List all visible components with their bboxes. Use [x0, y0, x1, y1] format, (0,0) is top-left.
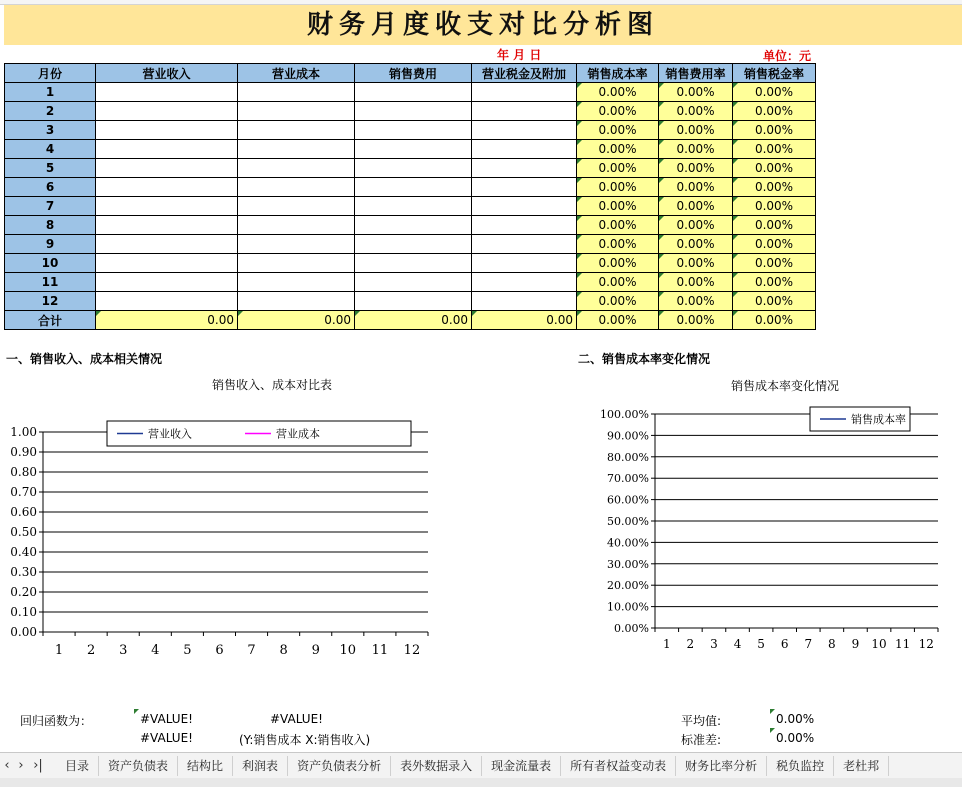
ratio-cell[interactable]: 0.00%: [733, 292, 816, 311]
ratio-cell[interactable]: 0.00%: [577, 83, 659, 102]
stddev-label: 标准差:: [681, 733, 722, 747]
ratio-cell[interactable]: 0.00%: [577, 216, 659, 235]
sheet-tab[interactable]: 老杜邦: [834, 756, 889, 776]
input-cell[interactable]: [238, 235, 355, 254]
total-ratio-cell[interactable]: 0.00%: [659, 311, 733, 330]
y-tick-label: 0.50: [10, 525, 37, 539]
input-cell[interactable]: [238, 197, 355, 216]
scroll-last-icon[interactable]: ›|: [33, 758, 43, 773]
ratio-cell[interactable]: 0.00%: [577, 254, 659, 273]
input-cell[interactable]: [355, 197, 472, 216]
table-row: [5, 159, 816, 178]
column-header[interactable]: 销售成本率: [577, 64, 659, 83]
input-cell[interactable]: [472, 102, 577, 121]
y-tick-label: 50.00%: [607, 515, 649, 528]
input-cell[interactable]: [238, 159, 355, 178]
ratio-cell[interactable]: 0.00%: [577, 197, 659, 216]
input-cell[interactable]: [472, 197, 577, 216]
x-tick-label: 2: [86, 643, 96, 658]
table-row: [5, 292, 816, 311]
table-row: [5, 235, 816, 254]
sheet-tab[interactable]: 利润表: [233, 756, 288, 776]
input-cell[interactable]: [96, 140, 238, 159]
input-cell[interactable]: [238, 140, 355, 159]
input-cell[interactable]: [96, 292, 238, 311]
ratio-cell[interactable]: 0.00%: [733, 178, 816, 197]
y-tick-label: 0.80: [10, 465, 37, 479]
scroll-left-icon[interactable]: ‹: [4, 758, 10, 773]
ratio-cell[interactable]: 0.00%: [659, 102, 733, 121]
input-cell[interactable]: [96, 197, 238, 216]
x-tick-label: 9: [851, 637, 860, 651]
average-label: 平均值:: [681, 714, 722, 728]
status-strip: [0, 778, 962, 787]
x-tick-label: 4: [733, 637, 742, 651]
section-2-heading: 二、销售成本率变化情况: [578, 352, 711, 366]
y-tick-label: 1.00: [10, 425, 37, 439]
input-cell[interactable]: [472, 178, 577, 197]
y-tick-label: 10.00%: [607, 600, 649, 614]
input-cell[interactable]: [355, 292, 472, 311]
input-cell[interactable]: [355, 140, 472, 159]
ratio-cell[interactable]: 0.00%: [659, 216, 733, 235]
table-row: [5, 121, 816, 140]
input-cell[interactable]: [96, 178, 238, 197]
input-cell[interactable]: [96, 83, 238, 102]
input-cell[interactable]: [96, 121, 238, 140]
month-cell[interactable]: 2: [5, 102, 96, 121]
x-tick-label: 4: [151, 643, 160, 658]
total-ratio-cell[interactable]: 0.00%: [733, 311, 816, 330]
sheet-tab[interactable]: 财务比率分析: [676, 756, 767, 776]
column-header[interactable]: 营业税金及附加: [472, 64, 577, 83]
ratio-cell[interactable]: 0.00%: [659, 140, 733, 159]
column-header[interactable]: 销售税金率: [733, 64, 816, 83]
ratio-cell[interactable]: 0.00%: [733, 197, 816, 216]
input-cell[interactable]: [355, 235, 472, 254]
x-tick-label: 1: [54, 643, 64, 658]
table-row: [5, 102, 816, 121]
sheet-tab[interactable]: 现金流量表: [482, 756, 561, 776]
ratio-cell[interactable]: 0.00%: [577, 292, 659, 311]
ratio-cell[interactable]: 0.00%: [577, 140, 659, 159]
table-row: [5, 216, 816, 235]
chart1-title: 销售收入、成本对比表: [212, 378, 333, 392]
total-row: [5, 311, 816, 330]
x-tick-label: 2: [686, 637, 695, 651]
input-cell[interactable]: [472, 83, 577, 102]
sheet-tab[interactable]: 税负监控: [767, 756, 834, 776]
x-tick-label: 10: [871, 637, 887, 651]
sheet-tab[interactable]: 结构比: [178, 756, 233, 776]
regression-axis-note: (Y:销售成本 X:销售收入): [239, 733, 371, 747]
input-cell[interactable]: [238, 121, 355, 140]
sheet-tab-bar: [0, 752, 962, 778]
ratio-cell[interactable]: 0.00%: [659, 121, 733, 140]
y-tick-label: 90.00%: [607, 429, 649, 443]
sheet-tab[interactable]: 资产负债表: [99, 756, 178, 776]
y-tick-label: 0.30: [10, 565, 37, 579]
x-tick-label: 10: [339, 643, 357, 658]
input-cell[interactable]: [355, 83, 472, 102]
input-cell[interactable]: [472, 159, 577, 178]
input-cell[interactable]: [238, 83, 355, 102]
ratio-cell[interactable]: 0.00%: [577, 159, 659, 178]
month-cell[interactable]: 11: [5, 273, 96, 292]
ratio-cell[interactable]: 0.00%: [733, 216, 816, 235]
month-cell[interactable]: 7: [5, 197, 96, 216]
total-cell[interactable]: 0.00: [96, 311, 238, 330]
input-cell[interactable]: [472, 292, 577, 311]
table-row: [5, 254, 816, 273]
x-tick-label: 9: [311, 643, 320, 658]
input-cell[interactable]: [472, 140, 577, 159]
x-tick-label: 12: [403, 643, 421, 658]
input-cell[interactable]: [96, 159, 238, 178]
month-cell[interactable]: 8: [5, 216, 96, 235]
ratio-cell[interactable]: 0.00%: [733, 235, 816, 254]
input-cell[interactable]: [355, 273, 472, 292]
input-cell[interactable]: [238, 254, 355, 273]
scroll-right-icon[interactable]: ›: [18, 758, 24, 773]
y-tick-label: 100.00%: [600, 408, 649, 421]
total-cell[interactable]: 0.00: [238, 311, 355, 330]
ratio-cell[interactable]: 0.00%: [577, 178, 659, 197]
column-header[interactable]: 营业成本: [238, 64, 355, 83]
month-cell[interactable]: 3: [5, 121, 96, 140]
x-tick-label: 3: [119, 643, 128, 658]
month-cell[interactable]: 6: [5, 178, 96, 197]
y-tick-label: 0.60: [10, 505, 37, 519]
section-1-heading: 一、销售收入、成本相关情况: [6, 352, 163, 366]
date-label: 年 月 日: [497, 48, 542, 62]
column-header[interactable]: 销售费用: [355, 64, 472, 83]
x-tick-label: 6: [215, 643, 224, 658]
month-cell[interactable]: 1: [5, 83, 96, 102]
legend-label: 营业收入: [148, 427, 192, 441]
total-label[interactable]: 合计: [5, 311, 96, 330]
ratio-cell[interactable]: 0.00%: [577, 235, 659, 254]
input-cell[interactable]: [96, 254, 238, 273]
y-tick-label: 60.00%: [607, 493, 649, 507]
input-cell[interactable]: [355, 102, 472, 121]
sheet-tab[interactable]: 资产负债表分析: [288, 756, 391, 776]
table-row: [5, 178, 816, 197]
input-cell[interactable]: [472, 235, 577, 254]
chart2-title: 销售成本率变化情况: [731, 379, 840, 393]
x-tick-label: 8: [828, 637, 836, 651]
month-cell[interactable]: 10: [5, 254, 96, 273]
input-cell[interactable]: [96, 235, 238, 254]
x-tick-label: 1: [662, 637, 671, 651]
y-tick-label: 0.90: [10, 445, 37, 459]
cost-rate-chart[interactable]: [580, 400, 962, 655]
input-cell[interactable]: [472, 216, 577, 235]
ratio-cell[interactable]: 0.00%: [733, 140, 816, 159]
x-tick-label: 11: [371, 643, 389, 658]
table-row: [5, 273, 816, 292]
input-cell[interactable]: [355, 254, 472, 273]
ratio-cell[interactable]: 0.00%: [577, 121, 659, 140]
input-cell[interactable]: [96, 216, 238, 235]
y-tick-label: 40.00%: [607, 536, 649, 550]
x-tick-label: 12: [918, 637, 934, 651]
ratio-cell[interactable]: 0.00%: [733, 273, 816, 292]
table-row: [5, 83, 816, 102]
y-tick-label: 30.00%: [607, 557, 649, 571]
input-cell[interactable]: [355, 178, 472, 197]
input-cell[interactable]: [355, 159, 472, 178]
ratio-cell[interactable]: 0.00%: [659, 292, 733, 311]
ratio-cell[interactable]: 0.00%: [577, 273, 659, 292]
month-cell[interactable]: 12: [5, 292, 96, 311]
legend-label: 营业成本: [276, 427, 320, 441]
ratio-cell[interactable]: 0.00%: [733, 121, 816, 140]
revenue-cost-chart[interactable]: [0, 400, 440, 665]
input-cell[interactable]: [96, 102, 238, 121]
y-tick-label: 80.00%: [607, 450, 649, 464]
ratio-cell[interactable]: 0.00%: [659, 197, 733, 216]
ratio-cell[interactable]: 0.00%: [659, 235, 733, 254]
input-cell[interactable]: [472, 121, 577, 140]
x-tick-label: 7: [247, 643, 256, 658]
input-cell[interactable]: [238, 273, 355, 292]
ratio-cell[interactable]: 0.00%: [659, 178, 733, 197]
month-cell[interactable]: 5: [5, 159, 96, 178]
table-row: [5, 140, 816, 159]
ratio-cell[interactable]: 0.00%: [659, 159, 733, 178]
ratio-cell[interactable]: 0.00%: [733, 102, 816, 121]
regression-value-3[interactable]: #VALUE!: [140, 731, 193, 745]
table-row: [5, 197, 816, 216]
legend-label: 销售成本率: [851, 413, 906, 426]
month-cell[interactable]: 9: [5, 235, 96, 254]
x-tick-label: 11: [894, 637, 911, 651]
y-tick-label: 0.40: [10, 545, 37, 559]
regression-value-2[interactable]: #VALUE!: [270, 712, 323, 726]
x-tick-label: 3: [710, 637, 718, 651]
regression-value-1[interactable]: #VALUE!: [140, 712, 193, 726]
input-cell[interactable]: [238, 292, 355, 311]
unit-label: 单位：元: [763, 49, 812, 63]
y-tick-label: 0.10: [10, 605, 37, 619]
input-cell[interactable]: [238, 102, 355, 121]
regression-label: 回归函数为：: [20, 714, 93, 728]
input-cell[interactable]: [238, 178, 355, 197]
total-ratio-cell[interactable]: 0.00%: [577, 311, 659, 330]
sheet-tab[interactable]: 所有者权益变动表: [561, 756, 676, 776]
y-tick-label: 0.00: [10, 625, 37, 639]
total-cell[interactable]: 0.00: [355, 311, 472, 330]
input-cell[interactable]: [355, 216, 472, 235]
column-header[interactable]: 月份: [5, 64, 96, 83]
x-tick-label: 7: [804, 637, 813, 651]
ratio-cell[interactable]: 0.00%: [733, 83, 816, 102]
y-tick-label: 0.00%: [614, 622, 649, 635]
input-cell[interactable]: [238, 216, 355, 235]
sheet-tab[interactable]: 目录: [56, 756, 99, 776]
input-cell[interactable]: [355, 121, 472, 140]
ratio-cell[interactable]: 0.00%: [733, 159, 816, 178]
x-tick-label: 8: [279, 643, 288, 658]
ratio-cell[interactable]: 0.00%: [659, 273, 733, 292]
ratio-cell[interactable]: 0.00%: [733, 254, 816, 273]
input-cell[interactable]: [472, 254, 577, 273]
x-tick-label: 5: [757, 637, 765, 651]
ratio-cell[interactable]: 0.00%: [659, 254, 733, 273]
y-tick-label: 0.70: [10, 485, 37, 499]
column-header[interactable]: 营业收入: [96, 64, 238, 83]
input-cell[interactable]: [472, 273, 577, 292]
data-table: [4, 63, 816, 330]
page-title: 财务月度收支对比分析图: [4, 5, 962, 45]
ratio-cell[interactable]: 0.00%: [577, 102, 659, 121]
y-tick-label: 70.00%: [607, 472, 649, 486]
total-cell[interactable]: 0.00: [472, 311, 577, 330]
x-tick-label: 6: [780, 637, 789, 651]
month-cell[interactable]: 4: [5, 140, 96, 159]
sheet-tab[interactable]: 表外数据录入: [391, 756, 482, 776]
column-header[interactable]: 销售费用率: [659, 64, 733, 83]
average-value[interactable]: 0.00%: [776, 712, 815, 726]
ratio-cell[interactable]: 0.00%: [659, 83, 733, 102]
y-tick-label: 0.20: [10, 585, 37, 599]
y-tick-label: 20.00%: [607, 579, 649, 593]
input-cell[interactable]: [96, 273, 238, 292]
x-tick-label: 5: [183, 643, 192, 658]
stddev-value[interactable]: 0.00%: [776, 731, 815, 745]
